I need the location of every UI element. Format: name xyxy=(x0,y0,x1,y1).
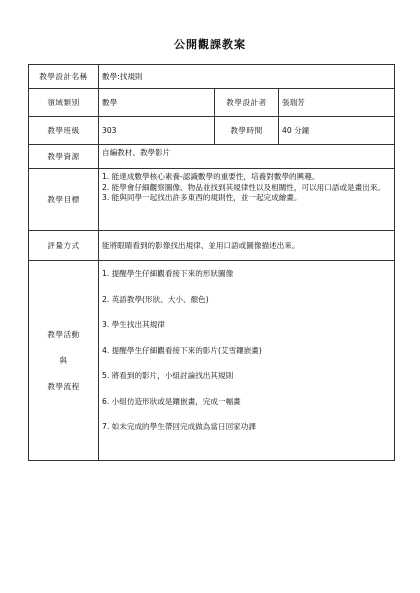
row-design-name xyxy=(29,65,395,89)
activity-item: 6. 小組仿造形狀或是鑲嵌畫，完成一幅畫 xyxy=(102,396,241,406)
activity-item: 5. 將看到的影片，小組討論找出其規則 xyxy=(102,371,234,380)
assessment-value: 能將眼睛看到的影像找出規律、並用口語或圖像描述出來。 xyxy=(99,231,395,261)
activity-label-1: 教學活動 xyxy=(47,329,80,339)
activities-label-cell xyxy=(29,261,99,461)
page-title: 公開觀課教案 xyxy=(174,38,246,51)
goal-item: 1. 能達成數學核心素養-認識數學的重要性，培養對數學的興趣。 xyxy=(102,172,320,181)
activity-item: 7. 如未完成的學生帶回完成做為當日回家功課 xyxy=(102,422,256,431)
time-value: 40 分鐘 xyxy=(279,117,395,145)
time-label: 教學時間 xyxy=(215,117,279,145)
row-class xyxy=(29,117,395,145)
goals-cell xyxy=(99,169,395,231)
row-goals xyxy=(29,169,395,231)
row-assessment xyxy=(29,231,395,261)
activities-list xyxy=(102,261,391,440)
goals-list xyxy=(102,172,391,204)
activity-item: 2. 英語教學(形狀、大小、顏色) xyxy=(102,294,209,304)
goal-item: 2. 能學會仔細觀察圖像、物品並找到其規律性以及相關性，可以用口語或是畫出來。 xyxy=(102,182,386,192)
lesson-plan-table xyxy=(28,64,395,461)
design-name-label: 教學設計名稱 xyxy=(29,65,99,89)
assessment-label: 評量方式 xyxy=(29,231,99,261)
designer-value: 張瑞芳 xyxy=(279,89,395,117)
row-domain xyxy=(29,89,395,117)
resources-label: 教學資源 xyxy=(29,145,99,169)
design-name-value: 數學:找規則 xyxy=(99,65,395,89)
activity-label-3: 教學流程 xyxy=(47,381,80,391)
designer-label: 教學設計者 xyxy=(215,89,279,117)
domain-label: 領域類別 xyxy=(29,89,99,117)
activity-item: 1. 提醒學生仔細觀看接下來的形狀圖像 xyxy=(102,269,234,278)
row-activities xyxy=(29,261,395,461)
row-resources xyxy=(29,145,395,169)
activity-item: 3. 學生找出其規律 xyxy=(102,320,165,329)
goals-label: 教學目標 xyxy=(29,169,99,231)
goal-item: 3. 能與同學一起找出許多東西的規則性，並一起完成繪畫。 xyxy=(102,193,302,202)
resources-value: 自編教材、教學影片 xyxy=(99,145,395,169)
class-label: 教學班級 xyxy=(29,117,99,145)
class-value: 303 xyxy=(99,117,215,145)
domain-value: 數學 xyxy=(99,89,215,117)
activities-cell xyxy=(99,261,395,461)
activity-item: 4. 提醒學生仔細觀看接下來的影片(艾雪鑲嵌畫) xyxy=(102,345,262,355)
activity-label-2: 與 xyxy=(59,355,68,365)
